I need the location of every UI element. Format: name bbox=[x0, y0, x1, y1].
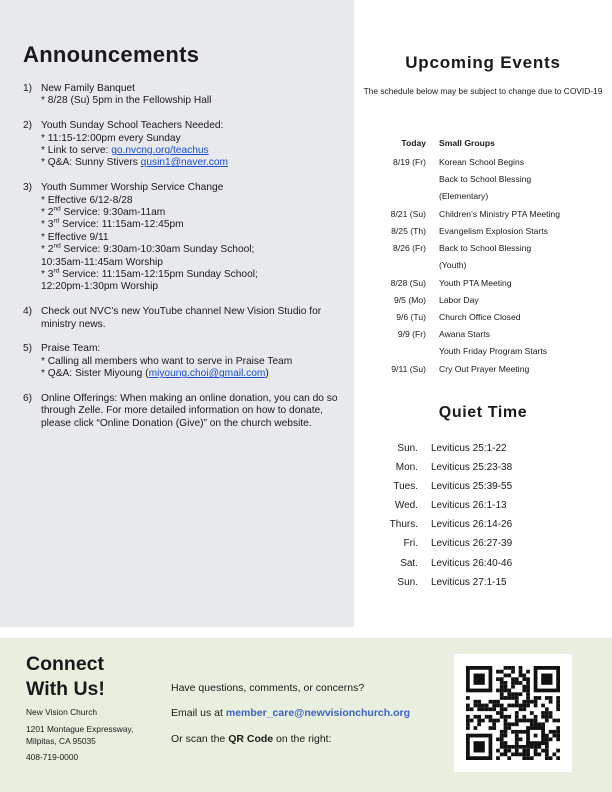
text-part: * 2 bbox=[41, 244, 54, 256]
small-groups-header: Small Groups bbox=[439, 138, 495, 148]
quiet-time-day: Mon. bbox=[395, 462, 418, 473]
text-part: Service: 9:30am-10:30am Sunday School; bbox=[60, 244, 255, 256]
quiet-time-reference: Leviticus 26:14-26 bbox=[431, 519, 513, 530]
item-detail bbox=[41, 157, 343, 169]
item-number: 2) bbox=[23, 120, 33, 132]
text-part: Or scan the bbox=[171, 733, 229, 745]
event-name: (Youth) bbox=[439, 260, 467, 270]
item-number: 6) bbox=[23, 393, 33, 405]
qr-code-icon bbox=[466, 666, 560, 760]
item-number: 1) bbox=[23, 83, 33, 94]
event-name: Awana Starts bbox=[439, 329, 490, 339]
event-name: Children’s Ministry PTA Meeting bbox=[439, 209, 560, 219]
text-part: * 3 bbox=[41, 219, 54, 231]
qa-prefix: * Q&A: Sister Miyoung ( bbox=[41, 368, 149, 380]
quiet-time-day: Wed. bbox=[394, 500, 418, 511]
text-part: Service: 9:30am-11am bbox=[60, 207, 166, 219]
ordinal-suffix: nd bbox=[53, 242, 61, 250]
member-care-email-link[interactable]: member_care@newvisionchurch.org bbox=[225, 707, 410, 719]
item-title: Praise Team: bbox=[41, 343, 101, 355]
item-text: Check out NVC’s new YouTube channel New Vision Studio for ministry news. bbox=[41, 306, 322, 330]
quiet-time-day: Sun. bbox=[397, 577, 418, 588]
item-title: Youth Summer Worship Service Change bbox=[41, 182, 224, 194]
item-detail bbox=[41, 145, 343, 157]
phone-number: 408-719-0000 bbox=[26, 752, 79, 762]
announcement-item bbox=[23, 306, 343, 331]
item-detail: * Effective 9/11 bbox=[41, 231, 109, 243]
ordinal-suffix: nd bbox=[53, 205, 61, 213]
qr-code[interactable] bbox=[454, 654, 572, 772]
quiet-time-day: Sat. bbox=[400, 558, 418, 569]
event-name: Youth Friday Program Starts bbox=[439, 346, 548, 356]
event-name: Evangelism Explosion Starts bbox=[439, 226, 548, 236]
item-detail bbox=[41, 269, 343, 281]
link-prefix: * Link to serve: bbox=[41, 145, 112, 157]
teachus-link[interactable]: go.nvcng.org/teachus bbox=[111, 145, 209, 157]
quiet-time-day: Tues. bbox=[393, 481, 418, 492]
church-name: New Vision Church bbox=[26, 707, 98, 717]
event-date: 8/25 (Th) bbox=[391, 226, 426, 236]
text-part: on the right: bbox=[273, 733, 332, 745]
event-date: 8/28 (Su) bbox=[390, 278, 426, 288]
announcement-item bbox=[23, 343, 343, 380]
quiet-time-day: Fri. bbox=[403, 538, 418, 549]
connect-line: With Us! bbox=[26, 678, 105, 700]
item-detail bbox=[41, 219, 343, 231]
upcoming-events-title: Upcoming Events bbox=[405, 53, 561, 72]
address-line: Milpitas, CA 95035 bbox=[26, 736, 96, 746]
item-detail bbox=[41, 207, 343, 219]
qa-prefix: * Q&A: Sunny Stivers bbox=[41, 157, 141, 169]
event-name: Church Office Closed bbox=[439, 312, 521, 322]
quiet-time-reference: Leviticus 27:1-15 bbox=[431, 577, 507, 588]
item-title: New Family Banquet bbox=[41, 83, 135, 94]
announcement-item bbox=[23, 83, 343, 108]
qa-suffix: ) bbox=[265, 368, 269, 380]
item-number: 3) bbox=[23, 182, 33, 194]
quiet-time-reference: Leviticus 25:23-38 bbox=[431, 462, 513, 473]
text-part: * 2 bbox=[41, 207, 54, 219]
event-date: 8/26 (Fr) bbox=[393, 243, 426, 253]
connect-line: Connect bbox=[26, 653, 104, 675]
email-link[interactable]: miyoung.choi@gmail.com bbox=[148, 368, 266, 380]
item-title: Youth Sunday School Teachers Needed: bbox=[41, 120, 224, 132]
event-date: 9/11 (Su) bbox=[391, 364, 426, 374]
announcement-item bbox=[23, 182, 343, 294]
item-text: Online Offerings: When making an online donation, you can do so through Zelle. For more detailed information on how to donate, please click “Online Donation (Give)” on the church website. bbox=[41, 393, 338, 429]
qr-instruction bbox=[171, 733, 332, 745]
event-date: 9/9 (Fr) bbox=[397, 329, 426, 339]
item-detail: * 8/28 (Su) 5pm in the Fellowship Hall bbox=[41, 95, 212, 107]
today-header: Today bbox=[401, 138, 426, 148]
schedule-note: The schedule below may be subject to change due to COVID-19 bbox=[363, 86, 603, 96]
address-line: 1201 Montague Expressway, bbox=[26, 724, 134, 734]
event-name: Back to School Blessing bbox=[439, 174, 532, 184]
quiet-time-reference: Leviticus 26:27-39 bbox=[431, 538, 513, 549]
quiet-time-reference: Leviticus 25:39-55 bbox=[431, 481, 513, 492]
contact-question: Have questions, comments, or concerns? bbox=[171, 682, 365, 694]
quiet-time-day: Sun. bbox=[397, 443, 418, 454]
quiet-time-title: Quiet Time bbox=[438, 404, 528, 421]
quiet-time-reference: Leviticus 25:1-22 bbox=[431, 443, 507, 454]
announcements-list bbox=[23, 83, 343, 443]
item-number: 4) bbox=[23, 306, 33, 318]
announcement-item bbox=[23, 393, 343, 430]
item-detail: 10:35am-11:45am Worship bbox=[41, 256, 163, 268]
event-name: Labor Day bbox=[439, 295, 479, 305]
item-detail: * Calling all members who want to serve in Praise Team bbox=[41, 355, 293, 367]
item-detail: 12:20pm-1:30pm Worship bbox=[41, 281, 159, 293]
event-name: Korean School Begins bbox=[439, 157, 525, 167]
text-part: Service: 11:15am-12:15pm Sunday School; bbox=[59, 269, 258, 281]
quiet-time-day: Thurs. bbox=[389, 519, 418, 530]
event-name: (Elementary) bbox=[439, 191, 489, 201]
quiet-time-reference: Leviticus 26:40-46 bbox=[431, 558, 513, 569]
ordinal-suffix: rd bbox=[53, 267, 60, 275]
text-part: * 3 bbox=[41, 269, 54, 281]
item-detail bbox=[41, 368, 343, 380]
email-link[interactable]: qusin1@naver.com bbox=[140, 157, 229, 169]
event-date: 9/5 (Mo) bbox=[394, 295, 426, 305]
item-detail: * Effective 6/12-8/28 bbox=[41, 194, 133, 206]
email-line bbox=[171, 707, 410, 719]
ordinal-suffix: rd bbox=[53, 218, 60, 226]
item-number: 5) bbox=[23, 343, 33, 355]
item-detail bbox=[41, 244, 343, 256]
qr-code-label: QR Code bbox=[228, 733, 274, 745]
event-name: Cry Out Prayer Meeting bbox=[439, 364, 530, 374]
connect-heading bbox=[26, 652, 105, 702]
email-prefix: Email us at bbox=[171, 707, 226, 719]
announcements-title: Announcements bbox=[23, 42, 200, 67]
announcement-item bbox=[23, 120, 343, 170]
event-name: Youth PTA Meeting bbox=[439, 278, 512, 288]
item-detail: * 11:15-12:00pm every Sunday bbox=[41, 132, 181, 144]
event-date: 8/19 (Fr) bbox=[393, 157, 426, 167]
event-name: Back to School Blessing bbox=[439, 243, 532, 253]
event-date: 8/21 (Su) bbox=[390, 209, 426, 219]
event-date: 9/6 (Tu) bbox=[396, 312, 426, 322]
text-part: Service: 11:15am-12:45pm bbox=[59, 219, 184, 231]
quiet-time-reference: Leviticus 26:1-13 bbox=[431, 500, 507, 511]
